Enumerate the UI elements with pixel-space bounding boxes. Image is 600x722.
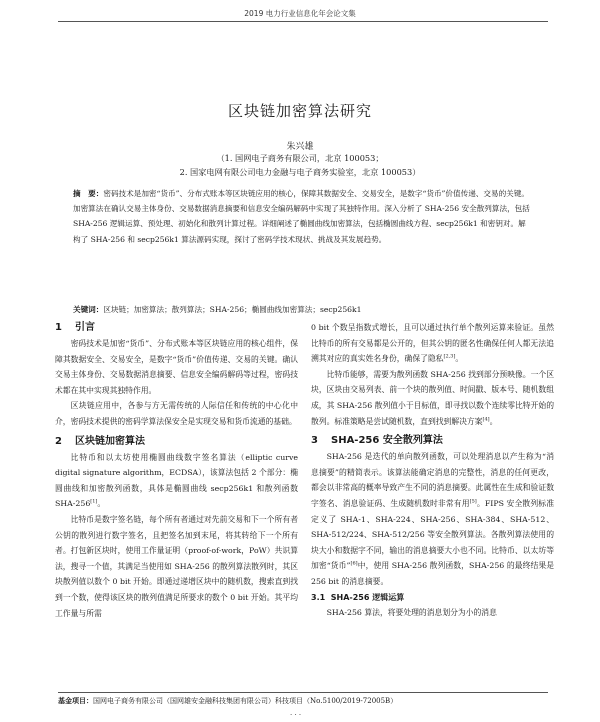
keywords-text: 区块链；加密算法；散列算法；SHA-256；椭圆曲线加密算法；secp256k1 xyxy=(103,305,362,314)
author-name: 朱兴雄 xyxy=(286,142,314,152)
paragraph-text: 中，使用 SHA-256 散列函数，SHA-256 的最终结果是 256 bit 的消息摘要。 xyxy=(311,561,554,586)
footnote-text: 国网电子商务有限公司（国网雄安金融科技集团有限公司）科技项目（No.5100/2019-72005B） xyxy=(93,697,398,705)
section-title: 引言 xyxy=(75,322,95,333)
subsection-heading xyxy=(311,590,554,606)
section-title: SHA-256 安全散列算法 xyxy=(331,435,443,447)
affiliation-2: 2. 国家电网有限公司电力金融与电子商务实验室，北京 100053） xyxy=(179,167,421,177)
affiliation-1: （1. 国网电子商务有限公司，北京 100053； xyxy=(216,153,384,163)
header-rule xyxy=(58,21,548,22)
section-heading-algorithms xyxy=(55,434,298,450)
left-column xyxy=(55,320,298,621)
paragraph: 密码技术是加密“货币”、分布式账本等区块链应用的核心组件，保障其数据安全、交易安全，是数字“货币”价值传递、交易的关键。确认交易主体身份、交易数据消息摘要、信息安全编码解码等过程，密码技术都在其中实现其独特作用。 xyxy=(55,339,298,395)
page-marks: · · · xyxy=(290,711,302,719)
paragraph-text: 。FIPS 安全散列标准定义了 SHA-1、SHA-224、SHA-256、SHA-384、SHA-512、SHA-512/224、SHA-512/256 等安全散列算法。各散列算法使用的块大小和数据字不同，输出的消息摘要大小也不同。比特币、以太坊等加密“货币” xyxy=(311,498,554,571)
running-head: 2019 电力行业信息化年会论文集 xyxy=(244,9,356,18)
paragraph: 比特币是数字签名链，每个所有者通过对先前交易和下一个所有者公钥的散列进行数字签名，且把签名加到末尾，将其转给下一个所有者。打包新区块时，使用工作量证明（proof-of-work，PoW）共识算法，搜寻一个值，其满足当使用如 SHA-256 的散列算法散列时，其区块散列值以数个 0 bit 开始。即通过递增区块中的随机数，搜索直到找到一个数，使得该区块的散列值满足所要求的数个 0 bit 开始。其平均工作量与所需 xyxy=(55,514,298,618)
footnote-label: 基金项目： xyxy=(58,696,93,705)
section-number: 2 xyxy=(55,435,62,447)
paragraph: SHA-256 算法，将要处理的消息划分为小的消息 xyxy=(326,608,497,618)
abstract-label: 摘 要： xyxy=(73,189,104,198)
paragraph-text: SHA-256 是迭代的单向散列函数，可以处理消息以产生称为“消息摘要”的精简表示。该算法能确定消息的完整性，消息的任何更改，都会以非常高的概率导致产生不同的消息摘要。此属性在生成和验证数字签名、消息验证码、生成随机数时非常有用 xyxy=(311,452,554,508)
funding-footnote xyxy=(58,696,548,706)
paragraph: 0 bit 个数呈指数式增长，且可以通过执行单个散列运算来验证。虽然比特币的所有交易都是公开的，但其公钥的匿名性确保任何人都无法追溯其对应的真实姓名身份，确保了隐私[2,3]。 xyxy=(311,323,554,364)
section-heading-sha256 xyxy=(311,433,554,449)
paragraph-text: 比特币和以太坊使用椭圆曲线数字签名算法（elliptic curve digital signature algorithm，ECDSA），该算法包括 2 个部分：椭圆曲线和加密散列函数，具体是椭圆曲线 secp256k1 和散列函数 SHA-256 xyxy=(55,452,298,509)
citation: [2,3] xyxy=(443,353,456,360)
keywords xyxy=(73,303,530,317)
citation: [1] xyxy=(90,498,98,505)
abstract-text: 密码技术是加密“货币”、分布式账本等区块链应用的核心，保障其数据安全、交易安全，是数字“货币”价值传递、交易的关键。加密算法在确认交易主体身份、交易数据消息摘要和信息安全编码解码中实现了其独特作用。深入分析了 SHA-256 安全散列算法，包括 SHA-256 逻辑运算、预处理、初始化和散列计算过程。详细阐述了椭圆曲线加密算法，包括椭圆曲线方程、secp256k1 和密钥对。解构了 SHA-256 和 secp256k1 算法源码实现，探讨了密码学技术现状、挑战及其发展趋势。 xyxy=(73,189,530,244)
paragraph xyxy=(311,449,554,589)
paragraph-text: 0 bit 个数呈指数式增长，且可以通过执行单个散列运算来验证。虽然比特币的所有交易都是公开的，但其公钥的匿名性确保任何人都无法追溯其对应的真实姓名身份，确保了隐私 xyxy=(311,323,554,364)
section-title: 区块链加密算法 xyxy=(75,435,145,447)
subsection-title: SHA-256 逻辑运算 xyxy=(330,592,405,602)
footnote-rule xyxy=(58,692,548,693)
citation: [4] xyxy=(482,415,490,422)
keywords-label: 关键词： xyxy=(73,305,104,314)
section-number: 1 xyxy=(55,322,62,333)
paragraph: 比特币和以太坊使用椭圆曲线数字签名算法（elliptic curve digital signature algorithm，ECDSA），该算法包括 2 个部分：椭圆曲线和加密散列函数，具体是椭圆曲线 secp256k1 和散列函数 SHA-256[1]。 xyxy=(55,452,298,509)
section-number: 3 xyxy=(311,435,318,447)
citation: [6] xyxy=(350,560,358,567)
subsection-number: 3.1 xyxy=(311,592,326,602)
paragraph: 比特币能够，需要为散列函数 SHA-256 找到部分预映像。一个区块，区块由交易列表、前一个块的散列值、时间戳、版本号、随机数组成，其 SHA-256 散列值小于目标值，即寻找以数个连续零比特开始的散列。标准策略是尝试随机数，直到找到解决方案[4]。 xyxy=(311,369,554,426)
right-column xyxy=(311,320,554,621)
paragraph: 区块链应用中，各参与方无需传统的人际信任和传统的中心化中介，密码技术提供的密码学算法保安全是实现交易和货币流通的基础。 xyxy=(55,401,298,426)
citation: [5] xyxy=(469,498,477,505)
abstract xyxy=(73,186,530,247)
paragraph-text: 比特币能够，需要为散列函数 SHA-256 找到部分预映像。一个区块，区块由交易列表、前一个块的散列值、时间戳、版本号、随机数组成，其 SHA-256 散列值小于目标值，即寻找以数个连续零比特开始的散列。标准策略是尝试随机数，直到找到解决方案 xyxy=(311,369,554,426)
section-heading-intro xyxy=(55,320,298,336)
paper-title: 区块链加密算法研究 xyxy=(227,102,372,120)
